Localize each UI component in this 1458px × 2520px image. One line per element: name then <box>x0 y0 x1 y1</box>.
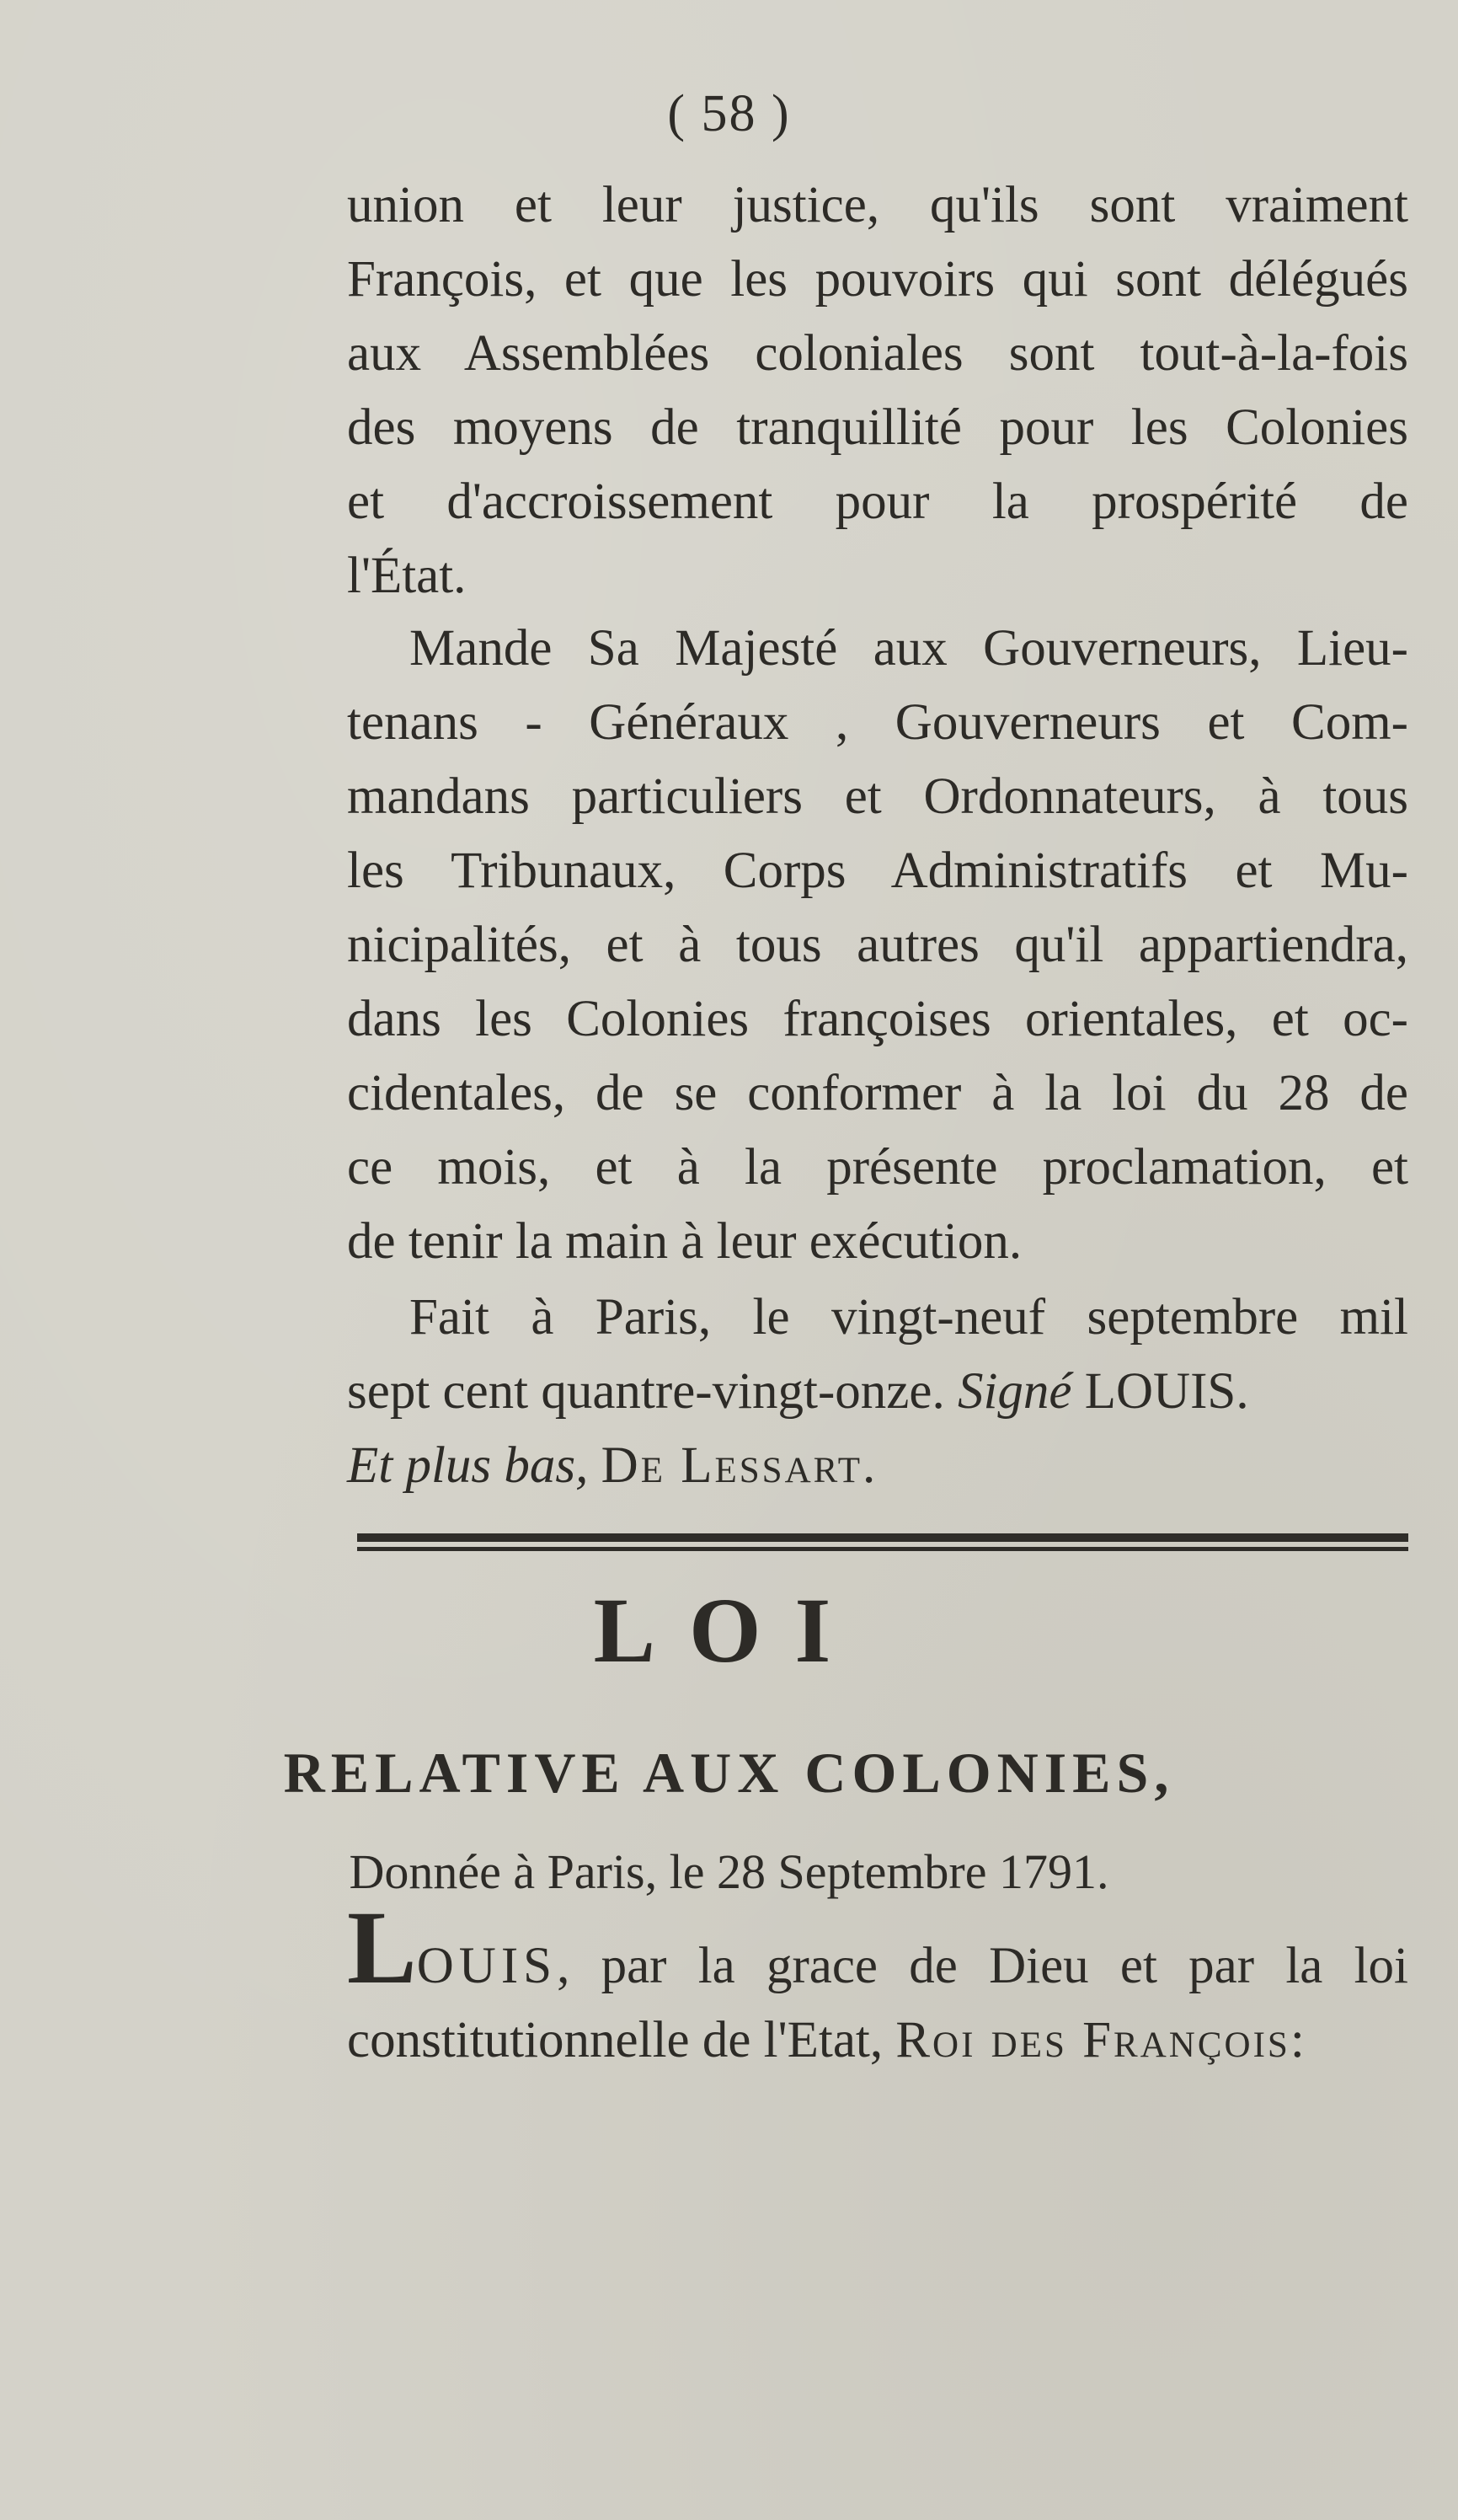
text-line: Mande Sa Majesté aux Gouverneurs, Lieu- <box>409 620 1408 677</box>
signature-line <box>347 1355 1408 1429</box>
royal-title: Roi des François: <box>895 2012 1307 2068</box>
law-subtitle: RELATIVE AUX COLONIES, <box>283 1741 1175 1805</box>
signature-block <box>347 1281 1408 1503</box>
signe-label: Signé <box>957 1363 1072 1420</box>
text-line: et d'accroissement pour la prospérité de <box>347 474 1408 530</box>
section-divider-thick <box>357 1533 1408 1542</box>
king-signature: LOUIS. <box>1084 1363 1249 1420</box>
text-line: cidentales, de se conformer à la loi du 28 de <box>347 1065 1408 1121</box>
text-line: les Tribunaux, Corps Administratifs et Mu- <box>347 843 1408 899</box>
first-word-rest: OUIS <box>416 1938 558 1994</box>
text-line: des moyens de tranquillité pour les Colonies <box>347 399 1408 456</box>
page-number: ( 58 ) <box>667 85 791 142</box>
plus-bas-label: Et plus bas, <box>347 1437 589 1494</box>
text-line: union et leur justice, qu'ils sont vraiment <box>347 177 1408 233</box>
text-line: l'État. <box>347 548 467 604</box>
signature-date-text: sept cent quantre-vingt-onze. <box>347 1363 945 1420</box>
section-divider-thin <box>357 1547 1408 1551</box>
text-line: François, et que les pouvoirs qui sont délégués <box>347 251 1408 308</box>
line-start: constitutionnelle de l'Etat, <box>347 2012 884 2068</box>
paragraph-continuation <box>347 169 1408 613</box>
signature-line: Fait à Paris, le vingt-neuf septembre mil <box>409 1289 1408 1346</box>
text-line: dans les Colonies françoises orientales, et oc- <box>347 991 1408 1047</box>
text-line <box>347 2004 1408 2078</box>
law-opening <box>347 1890 1408 2078</box>
minister-signature: De Lessart. <box>601 1437 879 1494</box>
text-line: ce mois, et à la présente proclamation, et <box>347 1139 1408 1196</box>
line-rest: , par la grace de Dieu et par la loi <box>557 1938 1408 1994</box>
text-line: nicipalités, et à tous autres qu'il appartiendra, <box>347 917 1408 973</box>
paragraph-mandate <box>347 612 1408 1279</box>
text-line: mandans particuliers et Ordonnateurs, à tous <box>347 768 1408 825</box>
law-heading: LOI <box>593 1579 865 1682</box>
signature-line <box>347 1429 1408 1503</box>
text-line: tenans - Généraux , Gouverneurs et Com- <box>347 694 1408 751</box>
text-line <box>347 1890 1408 2005</box>
drop-cap: L <box>347 1890 417 2005</box>
text-line: de tenir la main à leur exécution. <box>347 1213 1023 1270</box>
law-date: Donnée à Paris, le 28 Septembre 1791. <box>349 1844 1109 1899</box>
text-line: aux Assemblées coloniales sont tout-à-la-fois <box>347 325 1408 382</box>
